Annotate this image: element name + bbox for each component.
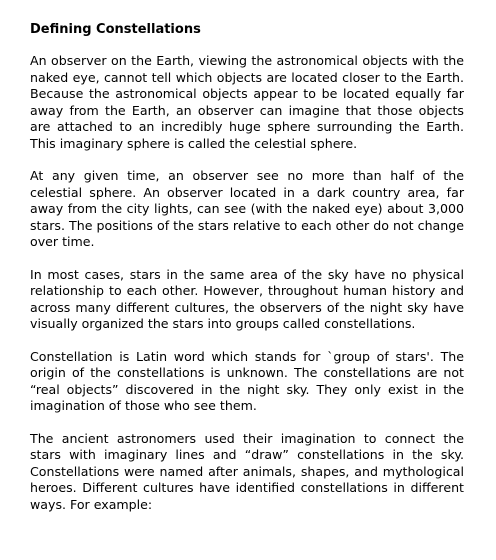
paragraph-ancient-astronomers: The ancient astronomers used their imagination to connect the stars with imaginary lines and “draw” constellations in the sky. Constellations were named after animals, shapes, and mythological heroes. Different cultures have identified constellations in different ways. For example:	[30, 430, 464, 512]
paragraph-celestial-sphere: An observer on the Earth, viewing the astronomical objects with the naked eye, cannot tell which objects are located closer to the Earth. Because the astronomical objects appear to be located equally far away from the Earth, an observer can imagine that those objects are attached to an incredibly huge sphere surrounding the Earth. This imaginary sphere is called the celestial sphere.	[30, 53, 464, 151]
paragraph-star-groups: In most cases, stars in the same area of the sky have no physical relationship to each other. However, throughout human history and across many different cultures, the observers of the night sky have visually organized the stars into groups called constellations.	[30, 266, 464, 331]
paragraph-visible-stars: At any given time, an observer see no more than half of the celestial sphere. An observer located in a dark country area, far away from the city lights, can see (with the naked eye) about 3,000 stars. The positions of the stars relative to each other do not change over time.	[30, 168, 464, 249]
page-title: Defining Constellations	[30, 22, 201, 37]
document-body	[30, 22, 464, 529]
paragraph-constellation-origin: Constellation is Latin word which stands for `group of stars'. The origin of the constellations is unknown. The constellations are not “real objects” discovered in the night sky. They only exist in the imagination of those who see them.	[30, 348, 464, 413]
